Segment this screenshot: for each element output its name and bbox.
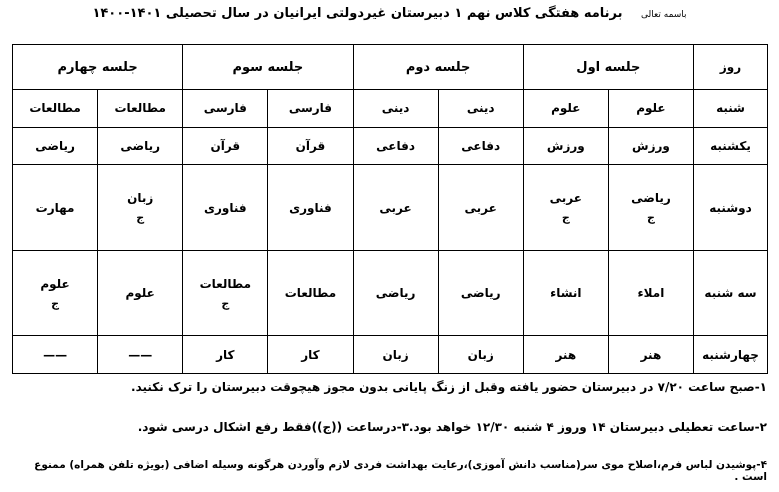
lesson-cell xyxy=(523,127,608,165)
lesson-name: عربی xyxy=(464,200,497,215)
lesson-cell xyxy=(98,127,183,165)
lesson-name: علوم xyxy=(636,101,666,116)
header-row xyxy=(13,45,768,90)
lesson-cell xyxy=(13,336,98,374)
lesson-cell xyxy=(98,250,183,335)
lesson-cell xyxy=(353,336,438,374)
lesson-cell xyxy=(268,90,353,128)
lesson-name: فناوری xyxy=(289,200,332,215)
lesson-cell xyxy=(183,336,268,374)
table-row xyxy=(13,90,768,128)
lesson-name: انشاء xyxy=(550,286,582,301)
header-session-1: جلسه اول xyxy=(523,45,693,90)
lesson-cell xyxy=(438,336,523,374)
lesson-name: مطالعات xyxy=(114,101,166,116)
note-1: ۱-صبح ساعت ۷/۲۰ در دبیرستان حضور یافته وقبل از زنگ پایانی بدون مجوز هیچوقت دبیرستان را ترک نکنید. xyxy=(131,380,767,394)
lesson-name: علوم xyxy=(551,101,581,116)
lesson-name: کار xyxy=(216,347,235,362)
table-row xyxy=(13,336,768,374)
day-cell: سه شنبه xyxy=(694,250,768,335)
lesson-name: ریاضی xyxy=(375,286,416,301)
lesson-cell xyxy=(268,250,353,335)
lesson-cell xyxy=(98,90,183,128)
lesson-name: —— xyxy=(128,347,153,362)
lesson-cell xyxy=(608,165,693,250)
lesson-name: علوم xyxy=(40,276,70,291)
note-2: ۲-ساعت تعطیلی دبیرستان ۱۴ وروز ۴ شنبه ۱۲/۳۰ خواهد بود.۳-درساعت ((ج))فقط رفع اشکال درسی شود. xyxy=(137,420,767,434)
title-prefix: باسمه تعالی xyxy=(641,10,687,20)
table-row xyxy=(13,250,768,335)
header-session-2: جلسه دوم xyxy=(353,45,523,90)
lesson-name: زبان xyxy=(127,191,154,206)
qa-mark: ج xyxy=(646,211,655,225)
lesson-cell xyxy=(523,165,608,250)
table-row xyxy=(13,165,768,250)
day-cell: یکشنبه xyxy=(694,127,768,165)
lesson-cell xyxy=(353,165,438,250)
lesson-name: دینی xyxy=(466,101,495,116)
header-day: روز xyxy=(694,45,768,90)
lesson-name: دفاعی xyxy=(461,139,501,154)
day-cell: دوشنبه xyxy=(694,165,768,250)
qa-mark: ج xyxy=(561,211,570,225)
lesson-cell xyxy=(183,165,268,250)
lesson-name: فارسی xyxy=(288,101,333,116)
lesson-name: مطالعات xyxy=(284,286,337,301)
lesson-name: فارسی xyxy=(203,101,247,116)
qa-mark: ج xyxy=(221,296,230,310)
lesson-name: قرآن xyxy=(295,139,326,154)
lesson-name: دینی xyxy=(381,101,410,116)
qa-mark: ج xyxy=(51,296,60,310)
lesson-name: دفاعی xyxy=(376,139,415,154)
lesson-cell xyxy=(353,127,438,165)
lesson-cell xyxy=(438,250,523,335)
day-cell: چهارشنبه xyxy=(694,336,768,374)
lesson-name: مطالعات xyxy=(29,101,81,116)
lesson-cell xyxy=(608,90,693,128)
lesson-name: مهارت xyxy=(35,200,75,215)
schedule-table xyxy=(12,44,768,374)
lesson-name: ریاضی xyxy=(460,286,501,301)
note-3: ۴-پوشیدن لباس فرم،اصلاح موی سر(مناسب دانش آموزی)،رعایت بهداشت فردی لازم وآوردن هرگونه وسیله اضافی (بویژه تلفن همراه) ممنوع است . xyxy=(34,459,767,483)
lesson-cell xyxy=(13,165,98,250)
lesson-cell xyxy=(13,127,98,165)
lesson-cell xyxy=(183,127,268,165)
lesson-cell xyxy=(523,250,608,335)
lesson-name: ریاضی xyxy=(35,139,75,154)
lesson-cell xyxy=(523,90,608,128)
lesson-cell xyxy=(268,336,353,374)
lesson-name: مطالعات xyxy=(199,276,252,291)
lesson-cell xyxy=(608,336,693,374)
lesson-name: زبان xyxy=(382,347,409,362)
lesson-name: هنر xyxy=(640,347,662,362)
header-session-4: جلسه چهارم xyxy=(13,45,183,90)
title-main: برنامه هفتگی کلاس نهم ۱ دبیرستان غیردولتی ایرانیان در سال تحصیلی ۱۴۰۱-۱۴۰۰ xyxy=(92,6,623,21)
lesson-cell xyxy=(353,250,438,335)
lesson-cell xyxy=(183,250,268,335)
lesson-name: زبان xyxy=(467,347,494,362)
lesson-name: عربی xyxy=(379,200,412,215)
lesson-name: هنر xyxy=(555,347,577,362)
lesson-name: املاء xyxy=(637,286,665,301)
lesson-name: ریاضی xyxy=(120,139,161,154)
lesson-name: کار xyxy=(301,347,320,362)
lesson-cell xyxy=(353,90,438,128)
lesson-cell xyxy=(438,127,523,165)
lesson-name: ورزش xyxy=(546,139,585,154)
lesson-cell xyxy=(438,90,523,128)
lesson-cell xyxy=(608,127,693,165)
lesson-cell xyxy=(438,165,523,250)
lesson-name: —— xyxy=(43,347,68,362)
page-title xyxy=(0,6,779,21)
lesson-cell xyxy=(523,336,608,374)
day-cell: شنبه xyxy=(694,90,768,128)
lesson-cell xyxy=(183,90,268,128)
lesson-name: عربی xyxy=(549,191,582,206)
header-session-3: جلسه سوم xyxy=(183,45,353,90)
lesson-cell xyxy=(268,127,353,165)
lesson-name: ریاضی xyxy=(631,191,671,206)
lesson-name: فناوری xyxy=(203,200,247,215)
lesson-name: ورزش xyxy=(632,139,670,154)
table-row xyxy=(13,127,768,165)
lesson-cell xyxy=(13,90,98,128)
lesson-name: قرآن xyxy=(210,139,241,154)
lesson-cell xyxy=(268,165,353,250)
lesson-cell xyxy=(608,250,693,335)
lesson-cell xyxy=(98,336,183,374)
qa-mark: ج xyxy=(136,211,145,225)
lesson-cell xyxy=(13,250,98,335)
lesson-name: علوم xyxy=(125,286,155,301)
lesson-cell xyxy=(98,165,183,250)
